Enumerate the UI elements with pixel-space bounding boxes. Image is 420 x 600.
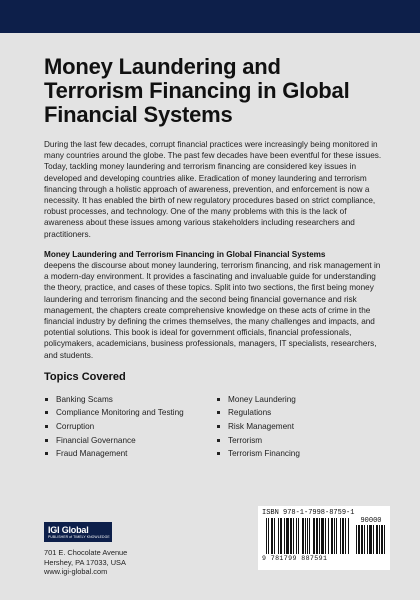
topic-item: Regulations <box>216 406 376 420</box>
topic-item: Terrorism Financing <box>216 447 376 461</box>
topic-item: Risk Management <box>216 420 376 434</box>
topic-item: Terrorism <box>216 434 376 448</box>
publisher-logo-name: IGI Global <box>48 525 89 535</box>
topics-column-left <box>44 393 216 461</box>
top-color-band <box>0 0 420 33</box>
price-addon-number: 90000 <box>360 517 382 525</box>
book-title: Money Laundering and Terrorism Financing in Global Financial Systems <box>44 54 350 127</box>
isbn-barcode-box <box>258 506 390 570</box>
description-paragraph-1: During the last few decades, corrupt financial practices were increasingly being monitored in many countries around the globe. The past few decades have been eventful for these issues. Today, tackling money laundering and terrorism financing are considered key issues in developed and developing countries alike. Eradication of money laundering and terrorism financing through a holistic approach of awareness, prevention, and enforcement is now a necessity. It has enabled the birth of new regulatory procedures based on strict compliance, robust processes, and technology. One of the many problems with this is the lack of awareness about these issues among various stakeholders including researchers and practitioners. <box>44 140 382 239</box>
back-cover-content <box>44 55 384 461</box>
price-addon-barcode <box>356 525 386 554</box>
isbn-label: ISBN 978-1-7998-8759-1 <box>262 509 355 517</box>
description-paragraph-2-text: deepens the discourse about money laundering, terrorism financing, and risk management in a modern-day environment. It provides a fascinating and invaluable guide for understanding the theory, practice, and cases of these topics. Split into two sections, the first being money laundering and terrorism financing and the second being financial governance and risk management, the chapters create comprehensive knowledge on these acts of crime in the financial industry by defining the crimes themselves, the many challenges and impacts, and potential solutions. This book is ideal for government officials, financial professionals, policymakers, academicians, business professionals, managers, IT specialists, researchers, and students. <box>44 261 381 360</box>
description-paragraph-2 <box>44 249 384 361</box>
isbn-barcode <box>266 518 354 554</box>
barcodes <box>262 518 386 562</box>
topic-item: Fraud Management <box>44 447 216 461</box>
barcode-digits: 9 781799 887591 <box>262 555 328 562</box>
topics-column-right <box>216 393 376 461</box>
publisher-logo-tagline: PUBLISHER of TIMELY KNOWLEDGE <box>48 535 110 539</box>
address-line-1: 701 E. Chocolate Avenue <box>44 548 128 557</box>
topic-item: Money Laundering <box>216 393 376 407</box>
publisher-logo <box>44 522 112 542</box>
topics-list <box>44 393 384 461</box>
address-line-2: Hershey, PA 17033, USA <box>44 557 126 567</box>
topics-heading: Topics Covered <box>44 370 126 383</box>
topic-item: Banking Scams <box>44 393 216 407</box>
publisher-address <box>44 548 127 577</box>
topic-item: Corruption <box>44 420 216 434</box>
publisher-website: www.igi-global.com <box>44 567 108 577</box>
description-book-title: Money Laundering and Terrorism Financing in Global Financial Systems <box>44 249 326 259</box>
topic-item: Financial Governance <box>44 434 216 448</box>
topic-item: Compliance Monitoring and Testing <box>44 406 216 420</box>
